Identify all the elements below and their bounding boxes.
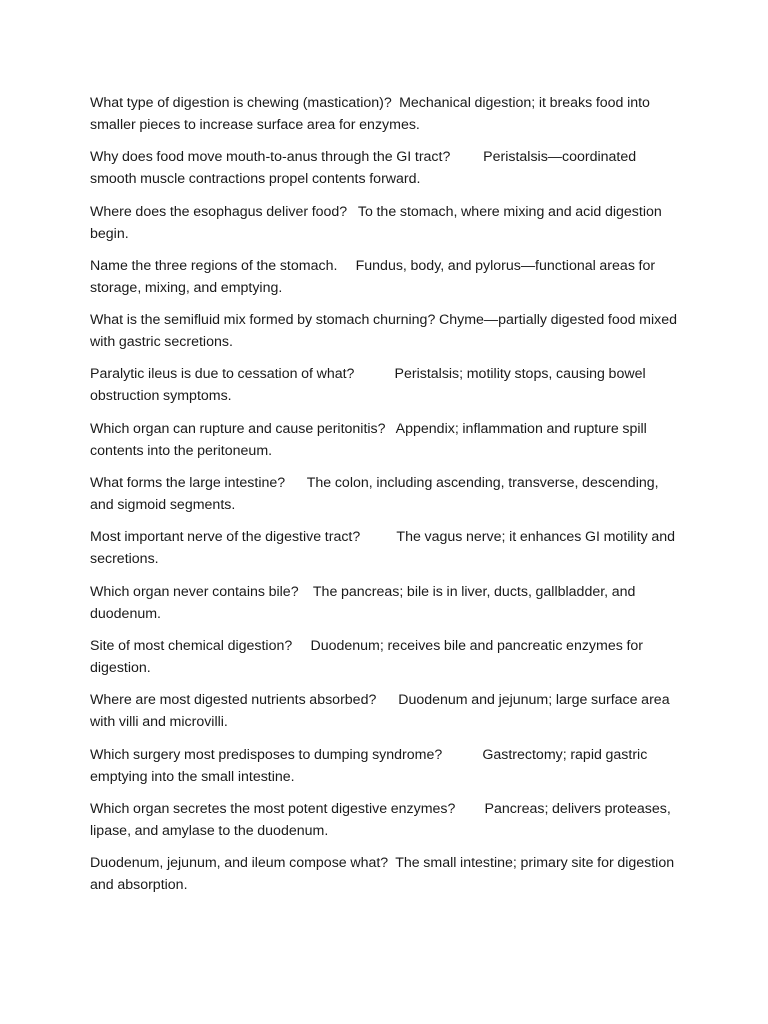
qa-item: Why does food move mouth-to-anus through the GI tract? Peristalsis—coordinated smooth muscle contractions propel contents forward. [90, 149, 640, 188]
qa-item: Paralytic ileus is due to cessation of what? Peristalsis; motility stops, causing bowel obstruction symptoms. [90, 366, 650, 405]
qa-item: Where are most digested nutrients absorbed? Duodenum and jejunum; large surface area with villi and microvilli. [90, 692, 674, 731]
qa-item: What type of digestion is chewing (mastication)? Mechanical digestion; it breaks food into smaller pieces to increase surface area for enzymes. [90, 95, 654, 133]
qa-item: Where does the esophagus deliver food? To the stomach, where mixing and acid digestion begin. [90, 203, 666, 242]
qa-item: Which surgery most predisposes to dumping syndrome? Gastrectomy; rapid gastric emptying into the small intestine. [90, 746, 651, 785]
qa-item: Which organ never contains bile? The pancreas; bile is in liver, ducts, gallbladder, and duodenum. [90, 583, 640, 622]
qa-item: What forms the large intestine? The colon, including ascending, transverse, descending, and sigmoid segments. [90, 475, 663, 514]
qa-item: Most important nerve of the digestive tract? The vagus nerve; it enhances GI motility and secretions. [90, 529, 679, 568]
qa-item: Site of most chemical digestion? Duodenum; receives bile and pancreatic enzymes for digestion. [90, 637, 647, 676]
qa-list [90, 92, 680, 906]
qa-item: Name the three regions of the stomach. Fundus, body, and pylorus—functional areas for storage, mixing, and emptying. [90, 257, 659, 296]
qa-item: Duodenum, jejunum, and ileum compose what? The small intestine; primary site for digestion and absorption. [90, 855, 678, 894]
qa-item: Which organ secretes the most potent digestive enzymes? Pancreas; delivers proteases, lipase, and amylase to the duodenum. [90, 800, 675, 839]
qa-item: Which organ can rupture and cause peritonitis? Appendix; inflammation and rupture spill contents into the peritoneum. [90, 420, 651, 459]
qa-item: What is the semifluid mix formed by stomach churning? Chyme—partially digested food mixed with gastric secretions. [90, 312, 681, 351]
